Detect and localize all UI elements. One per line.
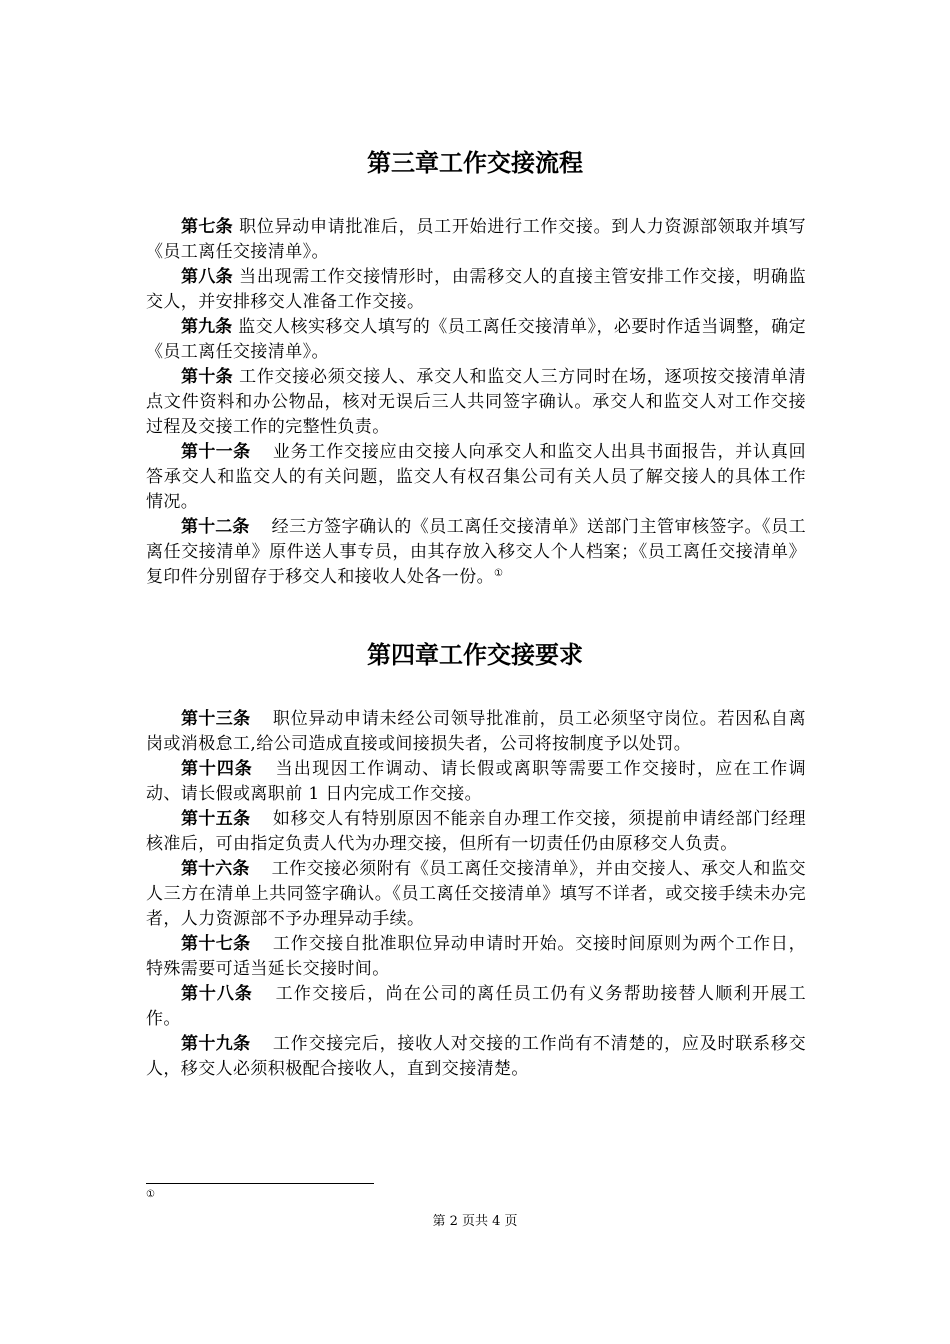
chapter-4-body [146, 707, 806, 1082]
article-label: 第十一条 [181, 442, 251, 462]
article-text: 工作交接后，尚在公司的离任员工仍有义务帮助接替人顺利开展工作。 [146, 984, 806, 1029]
article-text: 职位异动申请未经公司领导批准前，员工必须坚守岗位。若因私自离岗或消极怠工,给公司造成直接或间接损失者，公司将按制度予以处罚。 [146, 709, 807, 754]
article-text: 职位异动申请批准后，员工开始进行工作交接。到人力资源部领取并填写《员工离任交接清单》。 [146, 217, 806, 262]
article-text: 经三方签字确认的《员工离任交接清单》送部门主管审核签字。《员工离任交接清单》原件送人事专员，由其存放入移交人个人档案；《员工离任交接清单》复印件分别留存于移交人和接收人处各一份。 [146, 517, 806, 587]
article-label: 第十九条 [181, 1034, 251, 1054]
article-text: 当出现因工作调动、请长假或离职等需要工作交接时，应在工作调动、请长假或离职前 1 日内完成工作交接。 [146, 759, 806, 804]
article-19 [146, 1032, 806, 1082]
article-text: 业务工作交接应由交接人向承交人和监交人出具书面报告，并认真回答承交人和监交人的有关问题，监交人有权召集公司有关人员了解交接人的具体工作情况。 [146, 442, 807, 512]
article-17 [146, 932, 806, 982]
article-13 [146, 707, 806, 757]
article-text: 工作交接必须交接人、承交人和监交人三方同时在场，逐项按交接清单清点文件资料和办公物品，核对无误后三人共同签字确认。承交人和监交人对工作交接过程及交接工作的完整性负责。 [146, 367, 806, 437]
article-text: 当出现需工作交接情形时，由需移交人的直接主管安排工作交接，明确监交人，并安排移交人准备工作交接。 [146, 267, 806, 312]
chapter-3-title: 第三章工作交接流程 [367, 149, 583, 177]
article-label: 第八条 [181, 267, 233, 287]
article-label: 第十八条 [181, 984, 253, 1004]
article-label: 第十五条 [181, 809, 251, 829]
chapter-4-title: 第四章工作交接要求 [367, 641, 583, 669]
article-12 [146, 515, 806, 590]
article-label: 第十六条 [181, 859, 250, 879]
article-11 [146, 440, 806, 515]
article-text: 工作交接完后，接收人对交接的工作尚有不清楚的，应及时联系移交人，移交人必须积极配合接收人，直到交接清楚。 [146, 1034, 807, 1079]
page-number: 第 2 页共 4 页 [432, 1214, 518, 1229]
article-18 [146, 982, 806, 1032]
article-label: 第十四条 [181, 759, 253, 779]
article-14 [146, 757, 806, 807]
footnote-reference[interactable]: ① [494, 568, 504, 579]
article-9 [146, 315, 806, 365]
article-text: 监交人核实移交人填写的《员工离任交接清单》，必要时作适当调整，确定《员工离任交接清单》。 [146, 317, 807, 362]
article-label: 第十七条 [181, 934, 251, 954]
article-8 [146, 265, 806, 315]
article-16 [146, 857, 806, 932]
article-text: 工作交接自批准职位异动申请时开始。交接时间原则为两个工作日，特殊需要可适当延长交接时间。 [146, 934, 807, 979]
article-label: 第七条 [181, 217, 233, 237]
article-label: 第十条 [181, 367, 233, 387]
article-7 [146, 215, 806, 265]
article-10 [146, 365, 806, 440]
article-label: 第十三条 [181, 709, 251, 729]
article-label: 第九条 [181, 317, 233, 337]
article-label: 第十二条 [181, 517, 250, 537]
article-15 [146, 807, 806, 857]
article-text: 工作交接必须附有《员工离任交接清单》，并由交接人、承交人和监交人三方在清单上共同签字确认。《员工离任交接清单》填写不详者，或交接手续未办完者，人力资源部不予办理异动手续。 [146, 859, 806, 929]
chapter-3-body [146, 215, 806, 590]
footnote-separator [146, 1183, 374, 1184]
footnote-mark: ① [146, 1189, 155, 1200]
article-text: 如移交人有特别原因不能亲自办理工作交接，须提前申请经部门经理核准后，可由指定负责人代为办理交接，但所有一切责任仍由原移交人负责。 [146, 809, 807, 854]
